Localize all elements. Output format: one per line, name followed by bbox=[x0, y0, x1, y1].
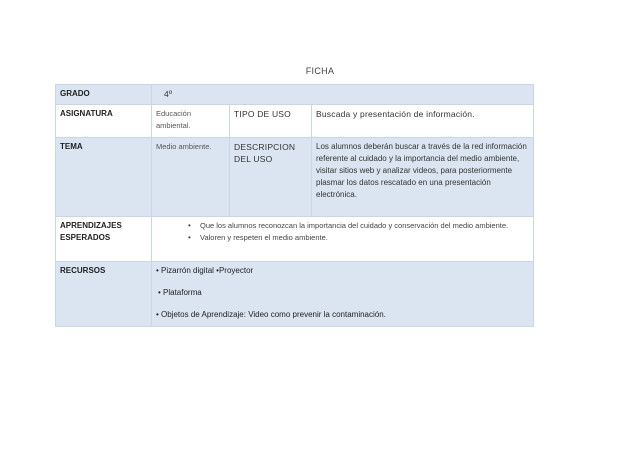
grado-label: GRADO bbox=[56, 85, 152, 105]
list-item: • Valoren y respeten el medio ambiente. bbox=[188, 233, 328, 242]
descripcion-uso-value: Los alumnos deberán buscar a través de la red información referente al cuidado y la importancia del medio ambiente, visitar sitios web y analizar videos, para posteriormente plasmar los datos rescatado en una presentación electrónica. bbox=[312, 138, 534, 217]
recursos-item-plataforma: • Plataforma bbox=[158, 288, 202, 297]
aprendizajes-list bbox=[156, 220, 529, 244]
bullet-icon: • bbox=[188, 221, 191, 230]
bullet-icon: • bbox=[188, 233, 191, 242]
tipo-uso-label: TIPO DE USO bbox=[230, 105, 312, 138]
grado-value: 4º bbox=[152, 85, 534, 105]
row-recursos bbox=[56, 262, 534, 327]
tipo-uso-value: Buscada y presentación de información. bbox=[312, 105, 534, 138]
row-aprendizajes bbox=[56, 217, 534, 262]
list-item: • Que los alumnos reconozcan la importancia del cuidado y conservación del medio ambiente. bbox=[188, 221, 509, 230]
recursos-item-objetos: • Objetos de Aprendizaje: Video como prevenir la contaminación. bbox=[156, 310, 386, 319]
aprendizajes-label: APRENDIZAJES ESPERADOS bbox=[56, 217, 152, 262]
asignatura-value: Educación ambiental. bbox=[152, 105, 230, 138]
tema-label: TEMA bbox=[56, 138, 152, 217]
row-asignatura bbox=[56, 105, 534, 138]
tema-value: Medio ambiente. bbox=[152, 138, 230, 217]
row-tema bbox=[56, 138, 534, 217]
asignatura-label: ASIGNATURA bbox=[56, 105, 152, 138]
ficha-table bbox=[55, 84, 534, 327]
page-title: FICHA bbox=[305, 66, 335, 76]
recursos-item-pizarron: • Pizarrón digital •Proyector bbox=[156, 266, 254, 275]
descripcion-uso-label: DESCRIPCION DEL USO bbox=[230, 138, 312, 217]
row-grado bbox=[56, 85, 534, 105]
recursos-content bbox=[152, 262, 534, 327]
aprendizajes-content bbox=[152, 217, 534, 262]
recursos-label: RECURSOS bbox=[56, 262, 152, 327]
